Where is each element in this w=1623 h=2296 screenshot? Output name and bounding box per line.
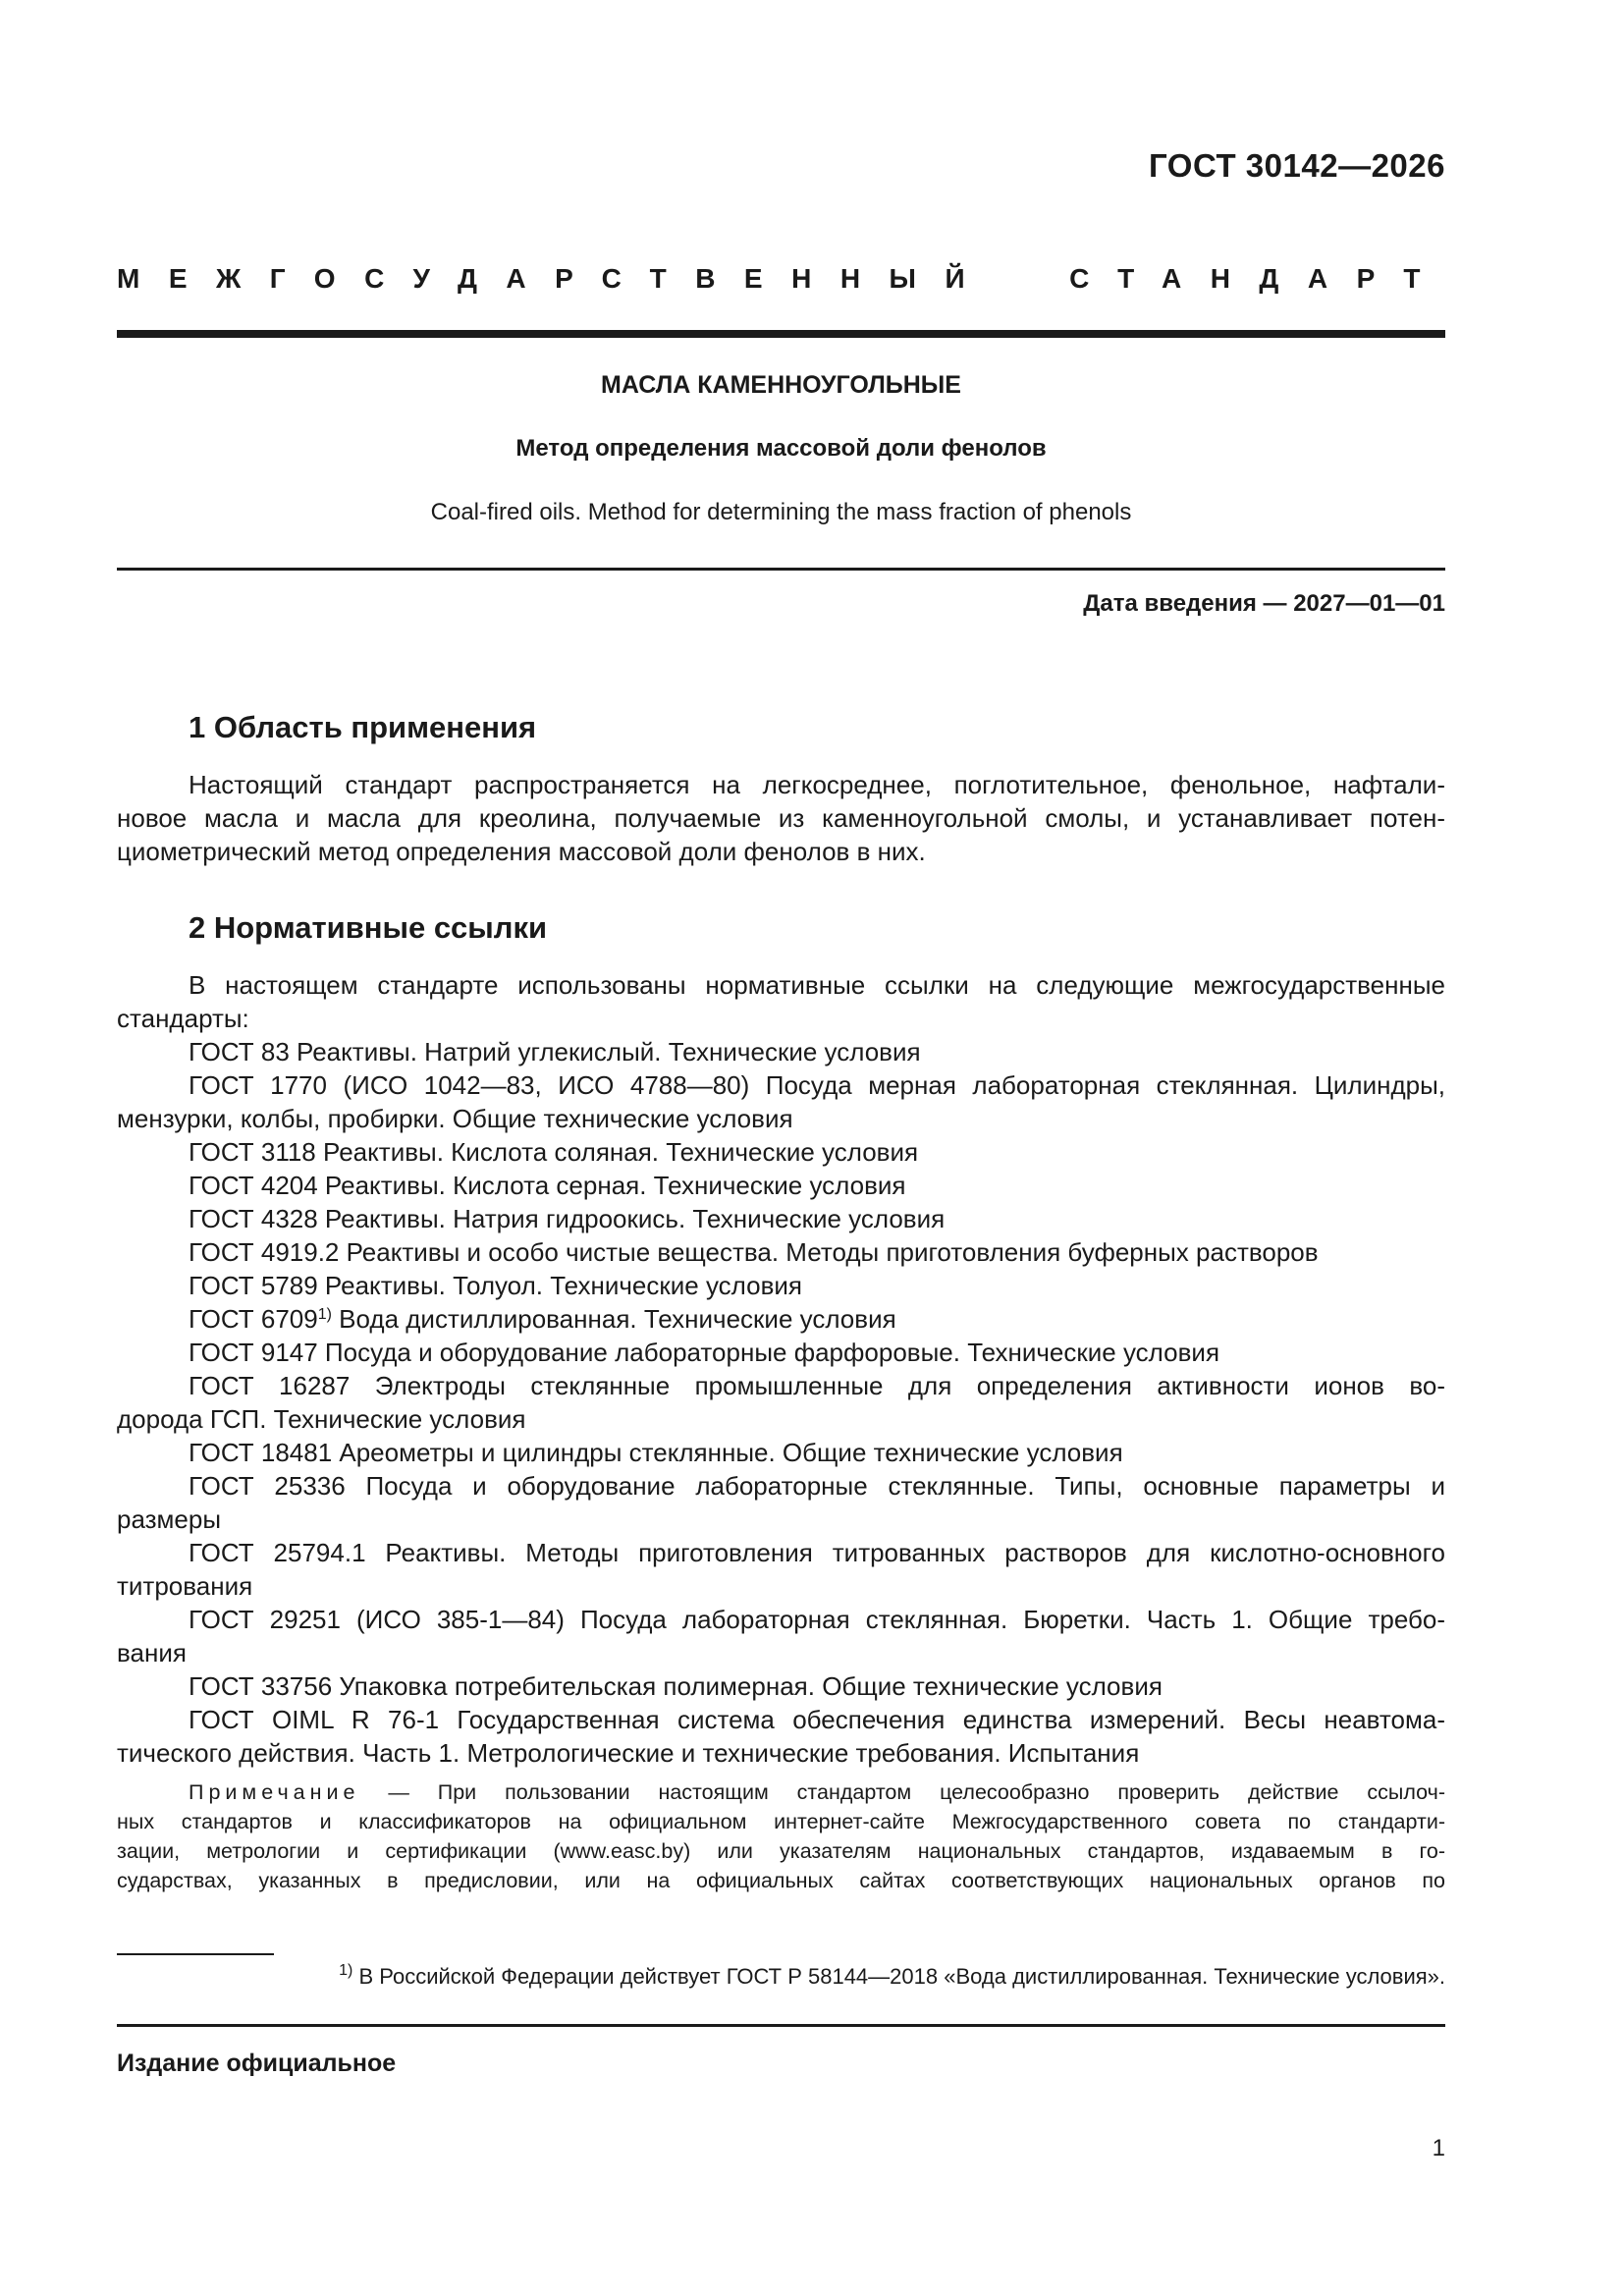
english-title: Coal-fired oils. Method for determining the mass fraction of phenols	[430, 499, 1132, 525]
reference-item: ГОСТ 25336 Посуда и оборудование лабораторные стеклянные. Типы, основные параметры и	[189, 1471, 1445, 1501]
reference-item-with-footnote	[117, 1302, 1445, 1336]
reference-item: ГОСТ 9147 Посуда и оборудование лабораторные фарфоровые. Технические условия	[189, 1338, 1220, 1367]
text-line: стандарты:	[117, 1004, 249, 1033]
document-page	[117, 0, 1449, 2296]
note-block	[117, 1777, 1445, 1895]
reference-item: ГОСТ 4328 Реактивы. Натрия гидроокись. Технические условия	[189, 1204, 946, 1233]
reference-item: ГОСТ 3118 Реактивы. Кислота соляная. Технические условия	[189, 1137, 919, 1167]
reference-item: ГОСТ 4204 Реактивы. Кислота серная. Технические условия	[189, 1171, 906, 1200]
text-line: Настоящий стандарт распространяется на легкосреднее, поглотительное, фенольное, нафтали-	[189, 770, 1445, 799]
reference-code: ГОСТ 6709	[189, 1304, 318, 1334]
page-number: 1	[1432, 2135, 1445, 2161]
reference-item-continued: вания	[117, 1638, 187, 1667]
title-rule	[117, 568, 1445, 571]
note-line: сударствах, указанных в предисловии, или на официальных сайтах соответствующих национальных органов по	[117, 1869, 1445, 1892]
reference-item: ГОСТ 33756 Упаковка потребительская полимерная. Общие технические условия	[189, 1671, 1163, 1701]
reference-item: ГОСТ 4919.2 Реактивы и особо чистые вещества. Методы приготовления буферных растворов	[189, 1237, 1319, 1267]
reference-item: ГОСТ OIML R 76-1 Государственная система обеспечения единства измерений. Весы неавтома-	[189, 1705, 1445, 1734]
introduction-date: Дата введения — 2027—01—01	[1083, 590, 1445, 617]
text-line: В настоящем стандарте использованы нормативные ссылки на следующие межгосударственные	[189, 970, 1445, 1000]
standard-kind-word-2: СТАНДАРТ	[1069, 263, 1449, 294]
section-1-paragraph	[117, 768, 1445, 868]
main-title: МАСЛА КАМЕННОУГОЛЬНЫЕ	[601, 371, 961, 399]
reference-item: ГОСТ 1770 (ИСО 1042—83, ИСО 4788—80) Посуда мерная лабораторная стеклянная. Цилиндры,	[189, 1070, 1445, 1100]
footer-rule	[117, 2024, 1445, 2027]
footnote-marker: 1)	[317, 1306, 332, 1323]
standard-kind-word-1: МЕЖГОСУДАРСТВЕННЫЙ	[117, 263, 995, 294]
footnote-text: В Российской Федерации действует ГОСТ Р 58144—2018 «Вода дистиллированная. Технические условия».	[352, 1964, 1445, 1989]
reference-item-continued: тического действия. Часть 1. Метрологические и технические требования. Испытания	[117, 1738, 1140, 1768]
section-2-intro	[117, 968, 1445, 1035]
note-label: Примечание	[189, 1780, 360, 1804]
text-line: циометрический метод определения массовой доли фенолов в них.	[117, 837, 926, 866]
text-line: новое масла и масла для креолина, получаемые из каменноугольной смолы, и устанавливает потен-	[117, 803, 1445, 833]
reference-item: ГОСТ 83 Реактивы. Натрий углекислый. Технические условия	[189, 1037, 921, 1066]
sub-title: Метод определения массовой доли фенолов	[515, 435, 1047, 462]
section-2-heading: 2 Нормативные ссылки	[189, 910, 548, 945]
header-thick-rule	[117, 330, 1445, 338]
note-text: — При пользовании настоящим стандартом целесообразно проверить действие ссылоч-	[359, 1780, 1445, 1804]
note-line: ных стандартов и классификаторов на официальном интернет-сайте Межгосударственного совета по стандарти-	[117, 1810, 1445, 1833]
reference-item: ГОСТ 16287 Электроды стеклянные промышленные для определения активности ионов во-	[189, 1371, 1445, 1400]
section-1-heading: 1 Область применения	[189, 710, 537, 744]
reference-item-continued: дорода ГСП. Технические условия	[117, 1404, 526, 1434]
reference-item: ГОСТ 29251 (ИСО 385-1—84) Посуда лабораторная стеклянная. Бюретки. Часть 1. Общие требо-	[189, 1605, 1445, 1634]
reference-item: ГОСТ 25794.1 Реактивы. Методы приготовления титрованных растворов для кислотно-основного	[189, 1538, 1445, 1567]
reference-item-continued: мензурки, колбы, пробирки. Общие технические условия	[117, 1104, 793, 1133]
reference-item-continued: размеры	[117, 1504, 222, 1534]
reference-item-continued: титрования	[117, 1571, 253, 1601]
edition-label: Издание официальное	[117, 2050, 397, 2077]
note-line	[117, 1777, 1445, 1807]
reference-text: Вода дистиллированная. Технические условия	[331, 1304, 896, 1334]
reference-item: ГОСТ 5789 Реактивы. Толуол. Технические условия	[189, 1271, 803, 1300]
footnote-separator	[117, 1953, 274, 1955]
note-line: зации, метрологии и сертификации (www.easc.by) или указателям национальных стандартов, издаваемым в го-	[117, 1839, 1445, 1863]
footnote-mark: 1)	[339, 1962, 353, 1979]
document-code: ГОСТ 30142—2026	[1149, 147, 1445, 184]
footnote	[339, 1964, 1445, 1990]
normative-references-list	[117, 1035, 1445, 1770]
reference-item: ГОСТ 18481 Ареометры и цилиндры стеклянные. Общие технические условия	[189, 1438, 1123, 1467]
